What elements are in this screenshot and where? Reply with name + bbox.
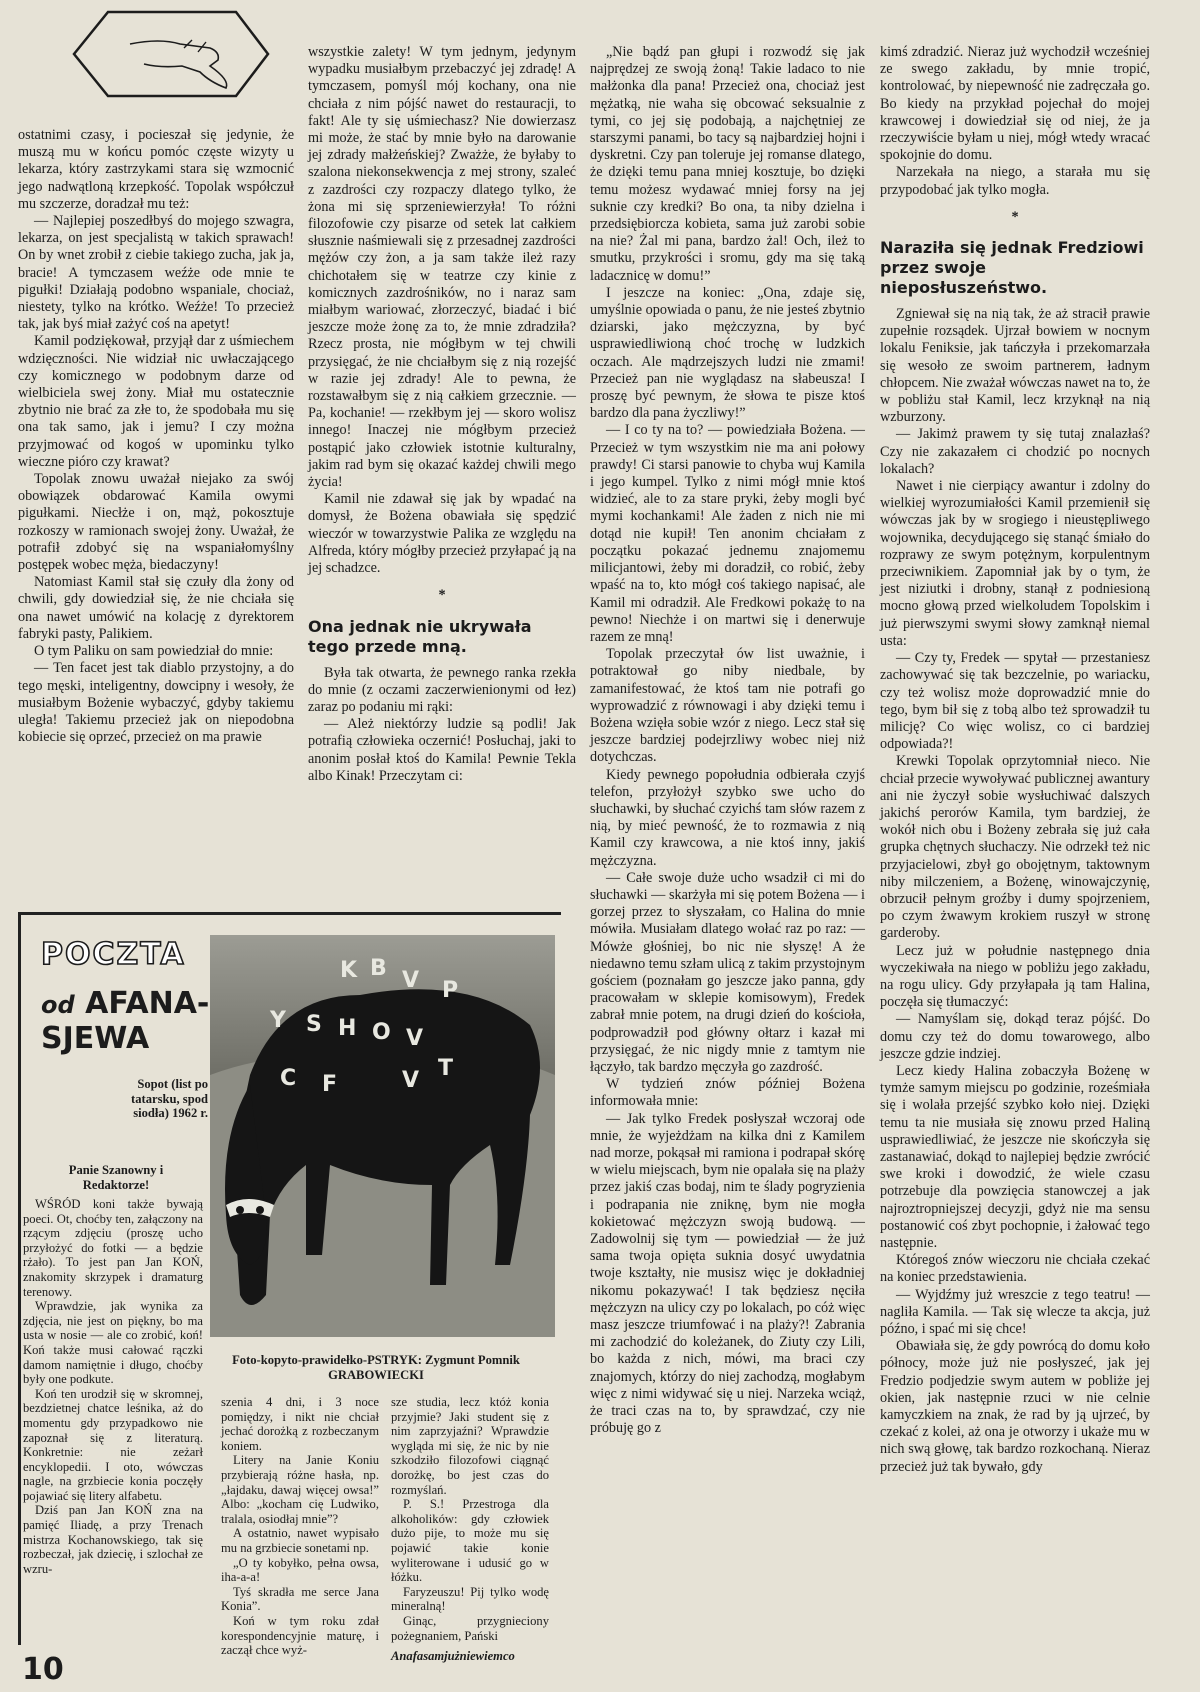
paragraph: Kiedy pewnego popołudnia odbierała czyjś telefon, przyłożył szybko swe ucho do słuchawki, by słuchać czyichś tam słów razem z nią, by mieć pewność, że to rozmawia z nią Kamil czy krawcowa, a nie ktoś inny, jakiś mężczyzna. <box>590 766 865 869</box>
horse-letter: V <box>406 1026 424 1051</box>
horse-letter: O <box>372 1020 391 1045</box>
article-column-1 <box>18 127 294 857</box>
paragraph: sze studia, lecz któż konia przyjmie? Jaki student się z nim zaprzyjaźni? Wprawdzie wygląda mi się, że nic by nie szkodziło filozofowi ciągnąć dorożkę, bo jest czas do rozmyślań. <box>391 1395 549 1497</box>
article-column-3 <box>590 44 865 1676</box>
paragraph: „Nie bądź pan głupi i rozwodź się jak najprędzej ze swoją żoną! Takie ladaco to nie małżonka dla pana! Przecież ona, chociaż jest mężatką, nie waha się obcować seksualnie z tymi, co jej się podobają, a najchętniej ze starszymi panami, bo tacy są najbardziej hojni i dyskretni. Czy pan toleruje jej romanse dlatego, że dzięki temu pana mniej kosztuje, bo dzięki temu możesz wydawać mniej forsy na jej suknie czy kredki? Bo ona, ta niby dzielna i przedsiębiorcza kobieta, sama już zarobi sobie na nie? Żal mi pana, bardzo żal! Och, ileż to smutku, przykrości i sromu, gdy ma się taką ladacznicę w domu!” <box>590 44 865 284</box>
paragraph: Kamil podziękował, przyjął dar z uśmiechem wdzięczności. Nie widział nic uwłaczającego czy komicznego w podobnym darze od wielbiciela swej żony. Miał mu ostatecznie zbytnio nie brać za złe to, że spodobała mu się ona tak samo, jak i jemu? I czy można przyjmować od kogoś w upominku tylko wieczne pióro czy krawat? <box>18 333 294 470</box>
paragraph: — I co ty na to? — powiedziała Bożena. — Przecież w tym wszystkim nie ma ani połowy prawdy! Ci starsi panowie to chyba wuj Kamila i jego kumpel. Tylko z nimi mógł mnie ktoś widzieć, ale to za stare pryki, żeby mogli być mymi kochankami! Ale żaden z nich nie mi dotąd nie kupił! Ten anonim chciałam z początku pokazać jednemu znajomemu milicjantowi, żeby mi doradził, co robić, żeby wpaść na to, kto mógł coś takiego napisać, ale Kamil mi odradził. Ale Fredkowi pokażę to na pewno! Niechże i on martwi się i denerwuje razem ze mną! <box>590 422 865 645</box>
paragraph: Wprawdzie, jak wynika za zdjęcia, nie jest on piękny, bo ma usta w nosie — ale co zrobić, koń! Koń także musi całować rączki damom namiętnie i długo, choćby były one podkute. <box>23 1299 203 1387</box>
section-heading: Naraziła się jednak Fredziowi przez swoje nieposłuszeństwo. <box>880 238 1144 298</box>
section-star: * <box>438 587 446 604</box>
horse-letter: T <box>438 1056 454 1081</box>
poczta-name-line2: SJEWA <box>41 1021 150 1056</box>
paragraph: Kamil nie zdawał się jak by wpadać na domysł, że Bożena obawiała się spędzić wieczór w towarzystwie Palika ze względu na Alfreda, który mógłby przecież przyłapać ją na jej schadzce. <box>308 491 576 577</box>
paragraph: „O ty kobyłko, pełna owsa, iha-a-a! <box>221 1555 379 1585</box>
paragraph: Koń w tym roku zdał korespondencyjnie maturę, i zaczął chce wyż- <box>221 1613 379 1658</box>
page-number: 10 <box>22 1652 64 1687</box>
dateline: Sopot (list po tatarsku, spod siodła) 1962 r. <box>131 1077 208 1121</box>
paragraph: Topolak znowu uważał niejako za swój obowiązek obdarować Kamila owymi pigułkami. Niecłże i on, mąż, pokosztuje rozkoszy w ramionach swojej żony. Uważał, że potrafił zdobyć się na wspaniałomyślny postępek wobec męża, biedaczyny! <box>18 471 294 574</box>
horse-photo <box>210 935 555 1337</box>
paragraph: Litery na Janie Koniu przybierają różne hasła, np. „łajdaku, dawaj więcej owsa!” Albo: „kocham cię Ludwiko, tralala, osiodłaj mnie”? <box>221 1453 379 1526</box>
paragraph: — Wyjdźmy już wreszcie z tego teatru! — nagliła Kamila. — Tak się wlecze ta akcja, już późno, i spać mi się chce! <box>880 1286 1150 1338</box>
paragraph: — Jak tylko Fredek posłyszał wczoraj ode mnie, że wyjeżdżam na kilka dni z Kamilem nad morze, pokąsał mi ramiona i podrapał skórę w wielu miejscach, bym nie opalała się na plaży przez jakiś czas bodaj, nim te ślady pogryzienia i podrapania nie zniknę, bym nie mogła kokietować mężczyzn swoją budową. — Zadowolnij się tym — powiedział — że już sama twoja opięta suknia dosyć uwydatnia twoje kształty, nie musisz więc je dokładniej nikomu pokazywać! I tak będziesz nęciła mężczyzn na ulicy czy po lokalach, po cóż więc masz jeszcze triumfować i na plaży?! Zabrania mi zachodzić do koleżanek, do Ziuty czy Lili, bo każda z nich, mówi, ma braci czy znajomych, którzy do niej zachodzą, mogłabym więc z nimi widywać się u niej. Narzeka wciąż, że traci czas na to, by sprawdzać, czy nie próbuję go z <box>590 1110 865 1437</box>
paragraph: I jeszcze na koniec: „Ona, zdaje się, umyślnie opowiada o panu, że nie jesteś zbytnio dziarski, jako mężczyzna, by być usprawiedliwioną choć trochę w ludzkich oczach. Ale mądrzejszych ludzi nie zmami! Przecież pan nie wyglądasz na słabeusza! I proszę być pewnym, że słowa te pisze ktoś bardzo dla pana życzliwy!” <box>590 284 865 422</box>
paragraph: szenia 4 dni, i 3 noce pomiędzy, i nikt nie chciał jechać dorożką z rozbeczanym koniem. <box>221 1395 379 1453</box>
paragraph: Dziś pan Jan KOŃ zna na pamięć Iliadę, a przy Trenach mistrza Kochanowskiego, tak się rozbeczał, jak dziecię, i szlochał ze wzru- <box>23 1503 203 1576</box>
horse-letter: V <box>402 968 420 993</box>
horse-letter: S <box>306 1012 322 1037</box>
paragraph: Topolak przeczytał ów list uważnie, i potraktował go niby niedbale, by zamanifestować, że ktoś tam nie potrafi go wyprowadzić z równowagi i aby dzięki temu i Bożena wzięła sobie wzór z niego. Lecz stał się jeszcze bardziej podejrzliwy wobec niej niż dotychczas. <box>590 646 865 766</box>
paragraph: Narzekała na niego, a starała mu się przypodobać jak tylko mogła. <box>880 164 1150 198</box>
paragraph: Koń ten urodził się w skromnej, bezdzietnej chatce leśnika, aż do momentu gdy przypadkowo nie zapoznał się z literaturą. Konkretnie: nie zeżarł encyklopedii. I oto, wówczas nagle, na grzbiecie konia poczęły pojawiać się litery alfabetu. <box>23 1386 203 1503</box>
paragraph: — Najlepiej poszedłbyś do mojego szwagra, lekarza, on jest specjalistą w takich sprawach! On by wnet zrobił z ciebie takiego zucha, jak ja, bracie! A tymczasem weźże ode mnie te pigułki! Działają podobno wspaniale, chociaż, niestety, tylko na krótko. Weźże! To przecież tak, jak byś miał zażyć coś na apetyt! <box>18 213 294 333</box>
paragraph: Krewki Topolak oprzytomniał nieco. Nie chciał przecie wywoływać publicznej awantury ani nie życzył sobie wysłuchiwać dalszych jakichś perorów Kamila, tym bardziej, że wokół nich obu i Bożeny zebrała się już cała grupka chętnych słuchaczy. Nie odrzekł też nic przyjacielowi, zbył go obojętnym, taktownym niby milczeniem, a Bożenę, winowajczynię, obrzucił pełnym groźby i dumy spojrzeniem, po czym żwawym krokiem ruszył w stronę garderoby. <box>880 753 1150 942</box>
paragraph: — Ależ niektórzy ludzie są podli! Jak potrafią człowieka oczernić! Posłuchaj, jaki to anonim posłał ktoś do Kamila! Pewnie Tekla albo Kinak! Przeczytam ci: <box>308 716 576 784</box>
paragraph: WŚRÓD koni także bywają poeci. Ot, choćby ten, załączony na rzącym zdjęciu (proszę ucho przyłożyć do fotki — a będzie rżało). To jest pan Jan KOŃ, znakomity skrzypek i dramaturg terenowy. <box>23 1197 203 1299</box>
horse-image <box>210 935 555 1337</box>
paragraph: W tydzień znów później Bożena informowała mnie: <box>590 1076 865 1110</box>
hand-illustration <box>60 8 272 100</box>
horse-letter: K <box>340 958 358 983</box>
poczta-name-line1: AFANA- <box>85 986 210 1021</box>
paragraph: Któregoś znów wieczoru nie chciała czekać na koniec przedstawienia. <box>880 1252 1150 1286</box>
horse-letter: Y <box>270 1008 286 1033</box>
letter-middle-column <box>221 1395 379 1658</box>
letter-left-column <box>23 1197 203 1643</box>
section-heading: Ona jednak nie ukrywała tego przede mną. <box>308 616 532 656</box>
paragraph: O tym Paliku on sam powiedział do mnie: <box>34 643 274 660</box>
paragraph: ostatnimi czasy, i pocieszał się jedynie, że muszą mu w końcu pomóc częste wizyty u lekarza, który zastrzykami stara się wzmocnić jego nadwątloną krzepkość. Topolak współczuł mu szczerze, doradzał mu też: <box>18 127 294 212</box>
paragraph: — Jakimż prawem ty się tutaj znalazłaś? Czy nie zakazałem ci chodzić po nocnych lokalach? <box>880 426 1150 477</box>
horse-letter: V <box>402 1068 420 1093</box>
horse-letter: C <box>280 1066 297 1091</box>
horse-letter: H <box>338 1016 357 1041</box>
paragraph: Lecz już w południe następnego dnia wyczekiwała na niego w pobliżu jego zakładu, na rogu ulicy. Gdy przyłapała ją tam Halina, poczęła się tłumaczyć: <box>880 942 1150 1011</box>
paragraph: Tyś skradła me serce Jana Konia”. <box>221 1584 379 1614</box>
paragraph: Obawiała się, że gdy powrócą do domu koło północy, może już nie posłyszeć, jak jej Fredzio podjedzie swym autem w pobliże jej okien, jak następnie rzuci w nie celnie kamyczkiem na znak, że rad by ją ujrzeć, by czekać z kolei, aż ona je otworzy i ukaże mu w nich swą głowę, tak bardzo rozkochaną. Nieraz przecież już tak bywało, gdy <box>880 1338 1150 1475</box>
section-star: * <box>1011 208 1019 225</box>
horse-letter: B <box>370 956 387 981</box>
paragraph: — Ten facet jest tak diablo przystojny, a do tego męski, inteligentny, dowcipny i wesoły, że musiałbym Bożenie wybaczyć, gdyby takiemu uległa! Takiemu przecież jak on niepodobna kobiecie się oprzeć, przecież on ma prawie <box>18 660 294 746</box>
paragraph: Anafasamjużniewiemco <box>391 1649 515 1664</box>
article-column-2 <box>308 44 576 854</box>
paragraph: — Namyślam się, dokąd teraz pójść. Do domu czy też do domu towarowego, albo jeszcze gdzie indziej. <box>880 1011 1150 1062</box>
horse-letter: F <box>322 1072 338 1097</box>
paragraph: Nawet i nie cierpiący awantur i zdolny do wielkiej wyrozumiałości Kamil przemienił się wówczas jak by w srogiego i nieustępliwego wojownika, decydującego się stanąć śmiało do rozprawy ze swym potężnym, korpulentnym przeciwnikiem. Zapomniał jak by o tym, że jest niziutki i drobny, stanął z podniesioną mocno głową przed wielkoludem Topolskim i już pierwszymi swymi słowy zamknął niemal usta: <box>880 478 1150 649</box>
salutation: Panie Szanowny i Redaktorze! <box>68 1163 164 1192</box>
photo-caption: Foto-kopyto-prawidełko-PSTRYK: Zygmunt Pomnik GRABOWIECKI <box>232 1353 520 1382</box>
paragraph: — Całe swoje duże ucho wsadził ci mi do słuchawki — skarżyła mi się potem Bożena — i gorzej przez to słyszałam, co Halina do mnie mówiła. Musiałam dlatego wołać raz po raz: — Mówże głośniej, bo nic nie słyszę! A że niedawno temu szłam ulicą z takim przystojnym gościem (poznałam go jeszcze jako panna, gdy pracowałam w sklepie komisowym), Fredek zabrał mnie potem, na drugi dzień do kościoła, podprowadził pod główny ołtarz i kazał mi przysięgać, że nic nigdy mnie z tamtym nie łączyło, tak bardzo męczyła go zazdrość. <box>590 869 866 1075</box>
letter-right-column <box>391 1395 549 1664</box>
horse-letter: P <box>442 978 459 1003</box>
poczta-logo: POCZTA <box>41 937 186 972</box>
paragraph: Lecz kiedy Halina zobaczyła Bożenę w tymże samym miejscu po godzinie, roześmiała się i wolała przejść szybko koło niej. Dzięki temu ta nie musiała się znowu przed Haliną usprawiedliwiać, że jeszcze nie skończyła się zastanawiać, dokąd to najlepiej będzie zwrócić swe kroki i dowodzić, że wiele czasu potrzebuje dla powzięcia stanowczej a jak najroztropniejszej decyzji, gdyż nie ma sensu postanowić coś zbyt pochopnie, i żałować tego następnie. <box>880 1062 1150 1251</box>
paragraph: P. S.! Przestroga dla alkoholików: gdy człowiek dużo pije, to może mu się pojawić takie konie wyliterowane i udusić go w łóżku. <box>391 1497 549 1585</box>
article-column-4 <box>880 44 1150 1676</box>
paragraph: Natomiast Kamil stał się czuły dla żony od chwili, gdy dowiedział się, że nie chciała się ona nawet umówić na kolację z dyrektorem fabryki pasty, Palikiem. <box>18 574 294 642</box>
paragraph: Faryzeuszu! Pij tylko wodę mineralną! <box>391 1584 549 1614</box>
paragraph: wszystkie zalety! W tym jednym, jedynym wypadku musiałbym przebaczyć jej zdradę! A tymczasem, pomyśl mój kochany, ona nie chciała z nim pójść nawet do restauracji, to fakt! Ale ty się uśmiechasz? Nie dowierzasz mi może, że stać by mnie było na darowanie jej zdrady małżeńskiej? Zważże, że byłaby to szalona niekonsekwencja z mej strony, szaleć z zazdrości czy rozpaczy dlatego tylko, że żona mi się sprzeniewierzyła! To różni filozofowie czy pisarze od setek lat całkiem słusznie naśmiewali się z przesadnej zazdrości mężów czy żon, a ja sam także ileż razy chichotałem się w teatrze czy kinie z komicznych zazdrośników, no i naraz sam miałbym wariować, złorzeczyć, biadać i bić jeszcze może żonę za to, że mnie zdradziła? Rzecz prosta, nie mógłbym w tej chwili przysięgać, że nie chciałbym się z nią rozejść w razie jej zdrady! Ale to pewna, że rozstawałbym się z nią całkiem grzecznie. — Pa, kochanie! — rzekłbym jej — skoro wolisz innego! Inaczej nie mógłbym przecież postąpić jako człowiek istotnie kulturalny, jakim rad bym się okazać każdej chwili mego życia! <box>308 44 576 491</box>
paragraph: kimś zdradzić. Nieraz już wychodził wcześniej ze swego zakładu, by mnie tropić, kontrolować, by niepewność nie zadręczała go. Bo kiedy na przykład pojechał do mojej krawcowej i dowiedział się od niej, że ja rzeczywiście byłam u niej, mógł wtedy wracać spokojnie do domu. <box>880 44 1150 164</box>
paragraph: Zgniewał się na nią tak, że aż stracił prawie zupełnie rozsądek. Ujrzał bowiem w nocnym lokalu Feniksie, jak tańczyła i przekomarzała się wesoło ze swoim partnerem, ładnym chłopcem. Nie zważał wówczas nawet na to, że w pobliżu stał Kamil, lecz krzyknął na nią wzburzony. <box>880 306 1150 426</box>
paragraph: Ginąc, przygnieciony pożegnaniem, Pański <box>391 1613 549 1643</box>
paragraph: A ostatnio, nawet wypisało mu na grzbiecie sonetami np. <box>221 1526 379 1555</box>
paragraph: — Czy ty, Fredek — spytał — przestaniesz zachowywać się tak bezczelnie, po wariacku, czy też wolisz może doprowadzić mnie do tego, bym bił się z tobą albo też sprowadził tu milicję? Co więc wolisz, co ci bardziej odpowiada?! <box>880 650 1150 753</box>
paragraph: Była tak otwarta, że pewnego ranka rzekła do mnie (z oczami zaczerwienionymi od łez) zaraz po podaniu mi rąki: <box>308 664 576 715</box>
poczta-od: od <box>41 991 75 1019</box>
